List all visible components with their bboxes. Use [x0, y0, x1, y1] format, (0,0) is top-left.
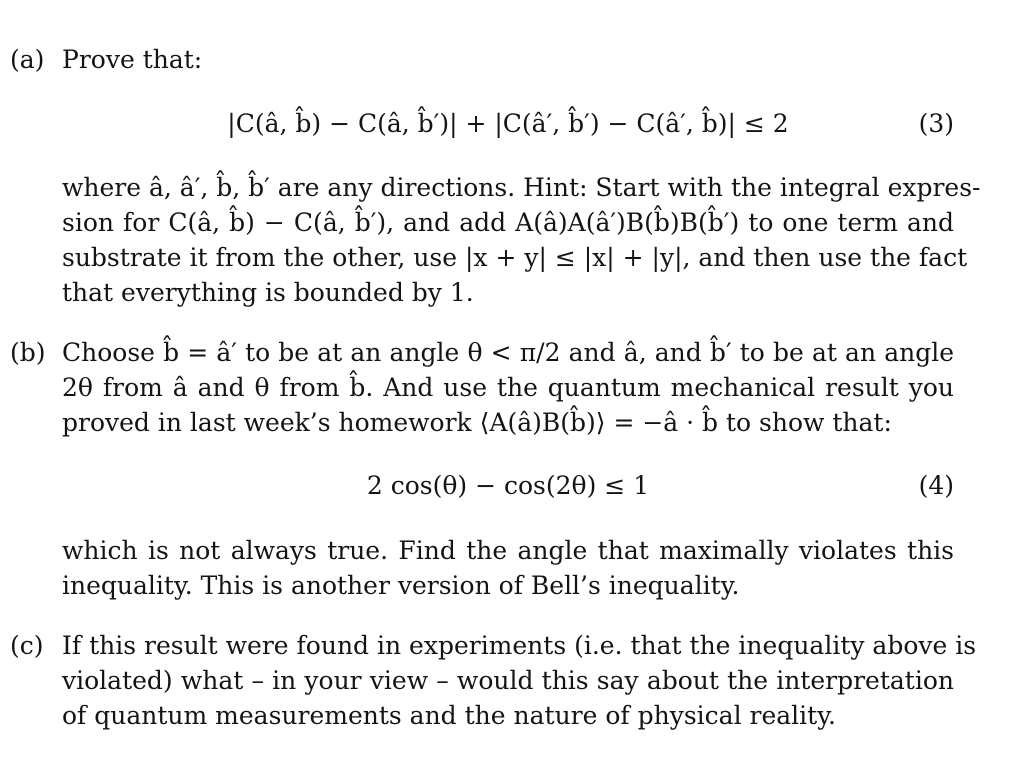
item-b-para-line-1: which is not always true. Find the angle that maximally violates this: [62, 536, 954, 565]
item-a-line-4: that everything is bounded by 1.: [62, 278, 474, 307]
item-a-line-1: where â, â′, b̂, b̂′ are any directions. Hint: Start with the integral expres-: [62, 173, 981, 202]
item-b-paragraph: [62, 533, 954, 603]
equation-3-body: |C(â, b̂) − C(â, b̂′)| + |C(â′, b̂′) − C(â′, b̂)| ≤ 2: [227, 109, 789, 138]
equation-4-body: 2 cos(θ) − cos(2θ) ≤ 1: [366, 471, 650, 500]
item-a-line-3: substrate it from the other, use |x + y| ≤ |x| + |y|, and then use the fact: [62, 243, 968, 272]
item-c-label: (c): [10, 631, 44, 660]
equation-4: [62, 468, 954, 503]
item-c-text: [62, 628, 977, 733]
item-b-label: (b): [10, 338, 46, 367]
item-c-line-3: of quantum measurements and the nature of physical reality.: [62, 701, 836, 730]
equation-4-number: (4): [918, 471, 954, 500]
item-c-line-2: violated) what – in your view – would this say about the interpretation: [62, 666, 954, 695]
item-a-paragraph: [62, 170, 981, 310]
item-b-line-1: Choose b̂ = â′ to be at an angle θ < π/2 and â, and b̂′ to be at an angle: [62, 338, 954, 367]
item-b-line-3: proved in last week’s homework ⟨A(â)B(b̂)⟩ = −â · b̂ to show that:: [62, 408, 892, 437]
item-b-para-line-2: inequality. This is another version of Bell’s inequality.: [62, 571, 740, 600]
item-c-line-1: If this result were found in experiments (i.e. that the inequality above is: [62, 631, 977, 660]
equation-3: [62, 106, 954, 141]
item-a-label: (a): [10, 45, 45, 74]
item-a-line-2: sion for C(â, b̂) − C(â, b̂′), and add A(â)A(â′)B(b̂)B(b̂′) to one term and: [62, 208, 954, 237]
item-b-text: [62, 335, 954, 440]
equation-3-number: (3): [918, 109, 954, 138]
item-a-intro: Prove that:: [62, 45, 203, 74]
item-b-line-2: 2θ from â and θ from b̂. And use the quantum mechanical result you: [62, 373, 954, 402]
